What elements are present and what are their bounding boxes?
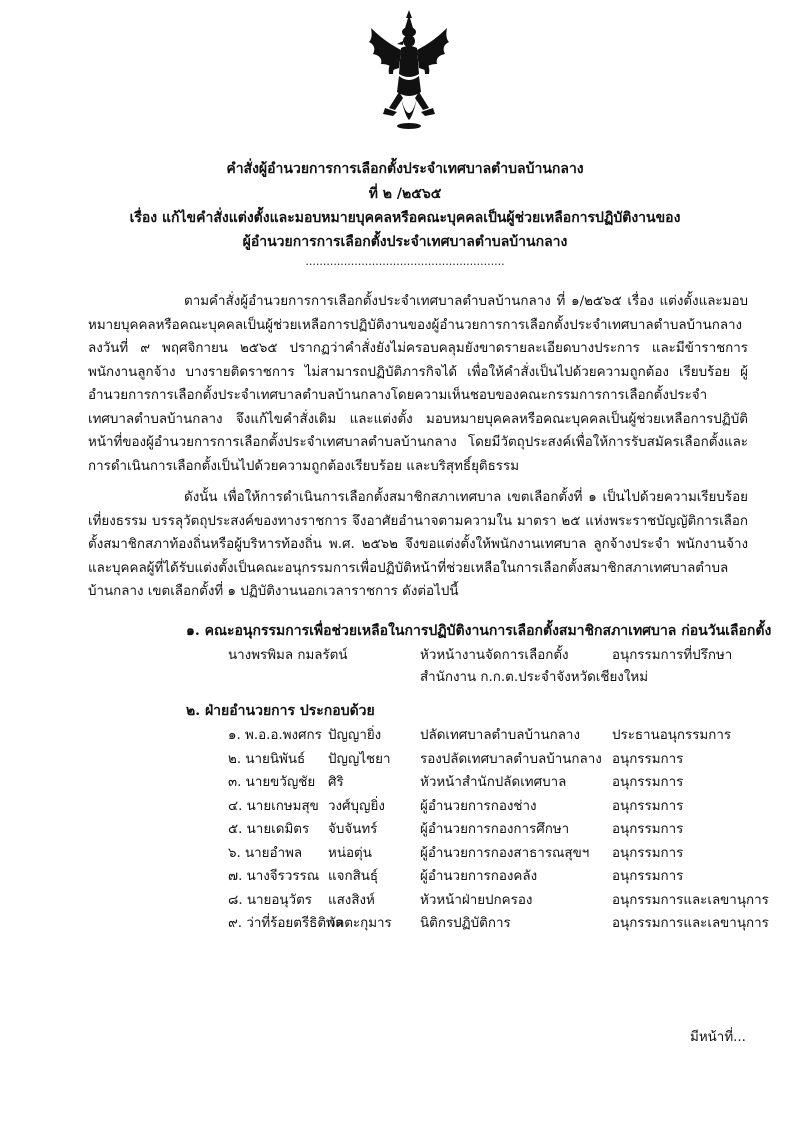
body-paragraph-1-text: ตามคำสั่งผู้อำนวยการการเลือกตั้งประจำเทศบาลตำบลบ้านกลาง ที่ ๑/๒๕๖๕ เรื่อง แต่งตั้งและมอบหมายบุคคลหรือคณะบุคคลเป็นผู้ช่วยเหลือการปฏิบัติงานของผู้อำนวยการการเลือกตั้งประจำเทศบาลตำบลบ้านกลาง ลงวันที่ ๙ พฤศจิกายน ๒๕๖๕ ปรากฏว่าคำสั่งยังไม่ครอบคลุมยังขาดรายละเอียดบางประการ และมีข้าราชการ พนักงานลูกจ้าง บางรายติดราชการ ไม่สามารถปฏิบัติภารกิจได้ เพื่อให้คำสั่งเป็นไปด้วยความถูกต้อง เรียบร้อย ผู้อำนวยการการเลือกตั้งประจำเทศบาลตำบลบ้านกลางโดยความเห็นชอบของคณะกรรมการการเลือกตั้งประจำเทศบาลตำบลบ้านกลาง จึงแก้ไขคำสั่งเดิม และแต่งตั้ง มอบหมายบุคคลหรือคณะบุคคลเป็นผู้ช่วยเหลือการปฏิบัติหน้าที่ของผู้อำนวยการการเลือกตั้งประจำเทศบาลตำบลบ้านกลาง โดยมีวัตถุประสงค์เพื่อให้การรับสมัครเลือกตั้งและการดำเนินการเลือกตั้งเป็นไปด้วยความถูกต้องเรียบร้อย และบริสุทธิ์ยุติธรรม	[88, 294, 748, 474]
section-1-member	[0, 644, 806, 666]
member-first-name: ๘. นายอนุวัตร	[228, 892, 312, 908]
table-row	[0, 842, 806, 864]
table-row	[0, 889, 806, 911]
member-last-name: วงศ์บุญยิ่ง	[328, 798, 385, 814]
order-number: ที่ ๒ /๒๕๖๕	[368, 186, 442, 202]
member-first-name: ๙. ว่าที่ร้อยตรีธิติพล	[228, 916, 344, 931]
table-row	[0, 912, 806, 934]
member-last-name: ศิริ	[328, 775, 344, 790]
member-first-name: ๑. พ.อ.อ.พงศกร	[228, 728, 322, 743]
table-row	[0, 748, 806, 770]
member-role: อนุกรรมการ	[612, 798, 684, 814]
member-name: นางพรพิมล กมลรัตน์	[228, 648, 348, 663]
member-position: ผู้อำนวยการกองการศึกษา	[420, 822, 570, 837]
table-row	[0, 818, 806, 840]
member-last-name: หน่อตุ่น	[328, 845, 372, 861]
member-role: อนุกรรมการ	[612, 751, 684, 767]
member-position: ผู้อำนวยการกองคลัง	[420, 869, 538, 884]
member-position: ผู้อำนวยการกองสาธารณสุขฯ	[420, 845, 590, 861]
member-last-name: วัตตะกุมาร	[328, 916, 392, 931]
member-last-name: ปัญญไชยา	[328, 751, 391, 767]
table-row	[0, 865, 806, 887]
member-role: อนุกรรมการและเลขานุการ	[612, 892, 769, 908]
member-position-line-2: สำนักงาน ก.ก.ต.ประจำจังหวัดเชียงใหม่	[420, 670, 649, 685]
title-divider: .........................................................	[305, 255, 505, 268]
member-role: อนุกรรมการ	[612, 822, 684, 837]
member-last-name: ปัญญายิ่ง	[328, 728, 382, 743]
body-paragraph-1	[88, 290, 748, 478]
member-first-name: ๕. นายเดมิตร	[228, 822, 310, 837]
member-first-name: ๖. นายอำพล	[228, 845, 303, 861]
member-role: ประธานอนุกรรมการ	[612, 728, 732, 743]
member-first-name: ๗. นางจีรวรรณ	[228, 869, 320, 884]
member-last-name: แจกสินธุ์	[328, 869, 379, 884]
garuda-emblem-icon	[363, 8, 455, 134]
table-row	[0, 771, 806, 793]
member-role: อนุกรรมการและเลขานุการ	[612, 916, 769, 931]
section-2-heading: ๒. ฝ่ายอำนวยการ ประกอบด้วย	[186, 703, 375, 719]
body-paragraph-2-text: ดังนั้น เพื่อให้การดำเนินการเลือกตั้งสมาชิกสภาเทศบาล เขตเลือกตั้งที่ ๑ เป็นไปด้วยความเรียบร้อยเที่ยงธรรม บรรลุวัตถุประสงค์ของทางราชการ จึงอาศัยอำนาจตามความใน มาตรา ๒๕ แห่งพระราชบัญญัติการเลือกตั้งสมาชิกสภาท้องถิ่นหรือผู้บริหารท้องถิ่น พ.ศ. ๒๕๖๒ จึงขอแต่งตั้งให้พนักงานเทศบาล ลูกจ้างประจำ พนักงานจ้าง และบุคคลผู้ที่ได้รับแต่งตั้งเป็นคณะอนุกรรมการเพื่อปฏิบัติหน้าที่ช่วยเหลือในการเลือกตั้งสมาชิกสภาเทศบาลตำบลบ้านกลาง เขตเลือกตั้งที่ ๑ ปฏิบัติงานนอกเวลาราชการ ดังต่อไปนี้	[88, 490, 748, 599]
member-role: อนุกรรมการที่ปรึกษา	[612, 648, 733, 663]
member-role: อนุกรรมการ	[612, 869, 684, 884]
member-first-name: ๓. นายขวัญชัย	[228, 775, 316, 790]
member-role: อนุกรรมการ	[612, 845, 684, 861]
order-title: คำสั่งผู้อำนวยการการเลือกตั้งประจำเทศบาลตำบลบ้านกลาง	[226, 161, 584, 177]
member-last-name: จับจันทร์	[328, 822, 378, 837]
member-role: อนุกรรมการ	[612, 775, 684, 790]
member-last-name: แสงสิงห์	[328, 892, 375, 908]
member-position: ผู้อำนวยการกองช่าง	[420, 798, 537, 814]
table-row	[0, 795, 806, 817]
subject-line-2: ผู้อำนวยการการเลือกตั้งประจำเทศบาลตำบลบ้านกลาง	[242, 234, 568, 250]
member-position: หัวหน้าสำนักปลัดเทศบาล	[420, 775, 567, 790]
member-position: รองปลัดเทศบาลตำบลบ้านกลาง	[420, 751, 602, 767]
subject-line-1: เรื่อง แก้ไขคำสั่งแต่งตั้งและมอบหมายบุคคลหรือคณะบุคคลเป็นผู้ช่วยเหลือการปฏิบัติงานของ	[129, 210, 681, 226]
next-page-note: มีหน้าที่...	[690, 1030, 746, 1045]
table-row	[0, 724, 806, 746]
member-position: นิติกรปฏิบัติการ	[420, 916, 511, 931]
section-1-member-cont	[0, 666, 806, 688]
member-first-name: ๔. นายเกษมสุข	[228, 798, 319, 814]
member-first-name: ๒. นายนิพันธ์	[228, 751, 306, 767]
section-1-heading: ๑. คณะอนุกรรมการเพื่อช่วยเหลือในการปฏิบัติงานการเลือกตั้งสมาชิกสภาเทศบาล ก่อนวันเลือกตั้ง	[186, 623, 772, 639]
member-position: หัวหน้างานจัดการเลือกตั้ง	[420, 648, 569, 663]
body-paragraph-2	[88, 486, 748, 604]
member-position: หัวหน้าฝ่ายปกครอง	[420, 892, 533, 908]
member-position: ปลัดเทศบาลตำบลบ้านกลาง	[420, 728, 580, 743]
